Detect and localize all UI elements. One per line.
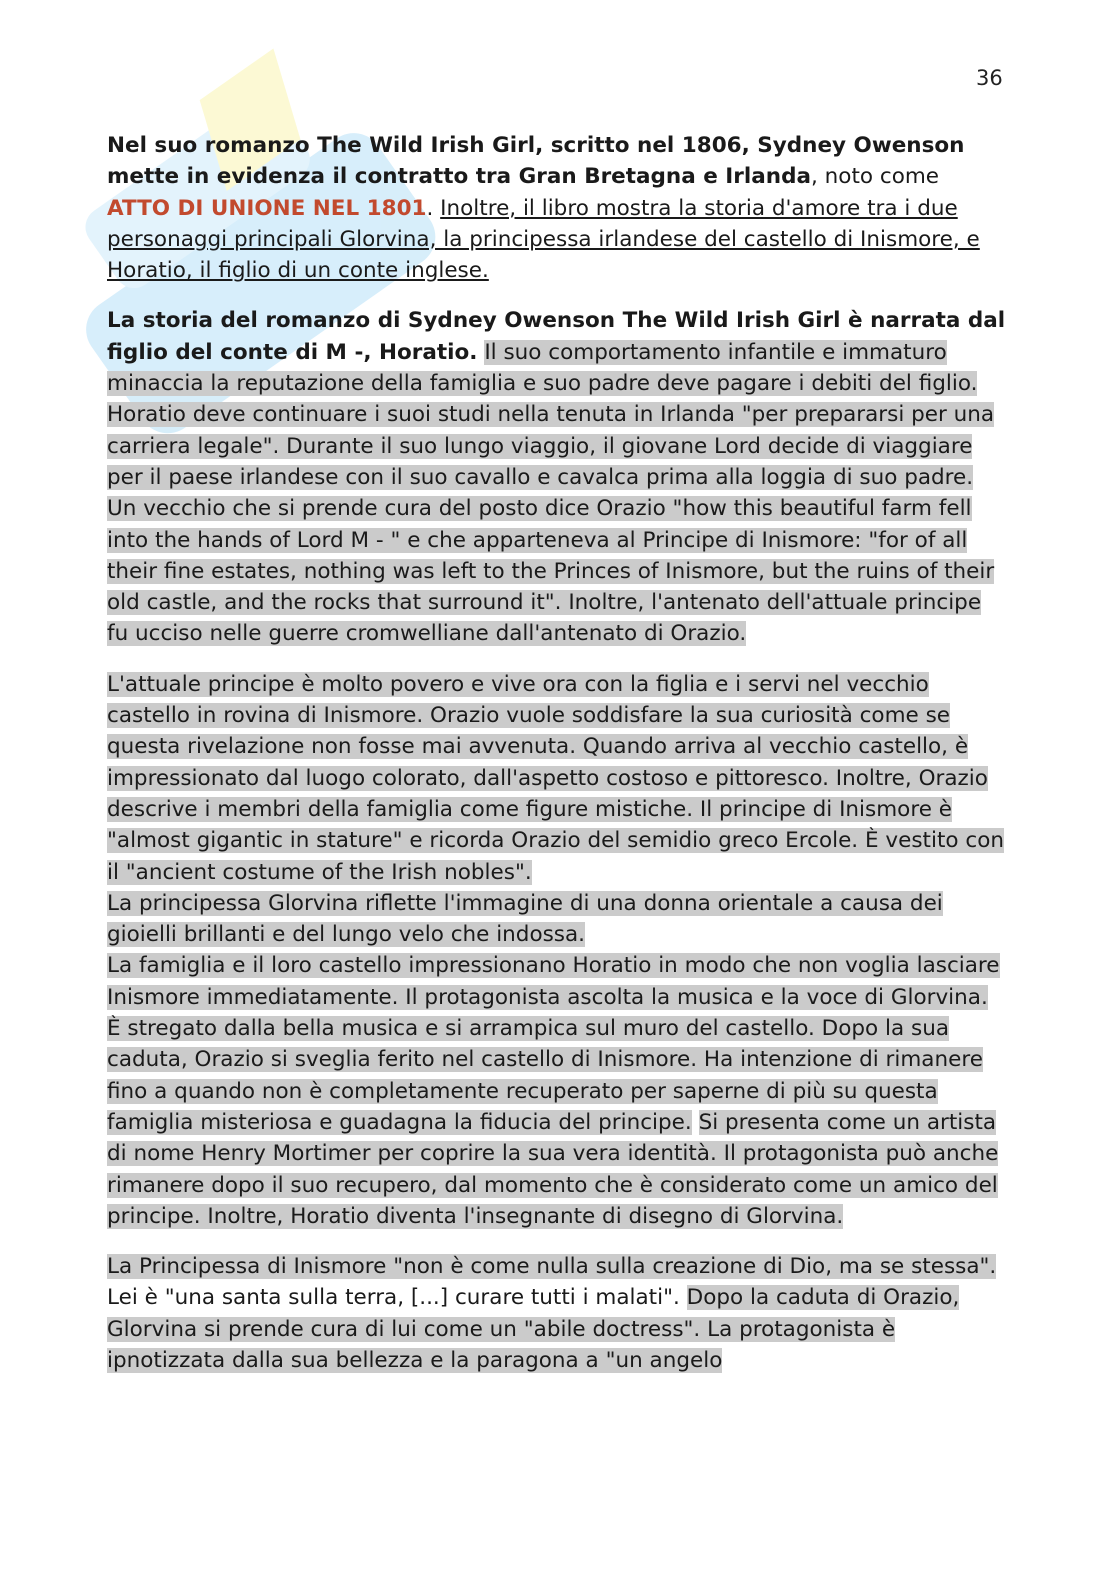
paragraph-glorvina	[107, 888, 1007, 951]
paragraph-plot	[107, 305, 1007, 649]
paragraph-castle	[107, 950, 1007, 1232]
intro-period: .	[426, 195, 441, 221]
intro-underlined-text: Inoltre, il libro mostra la storia d'amore tra i due personaggi principali Glorvina, la principessa irlandese del castello di Inismore, e Horatio, il figlio di un conte inglese.	[107, 195, 980, 284]
castle-text-1: La famiglia e il loro castello impressionano Horatio in modo che non voglia lasciare Inismore immediatamente. Il protagonista ascolta la musica e la voce di Glorvina. È stregato dalla bella musica e si arrampica sul muro del castello. Dopo la sua caduta, Orazio si sveglia ferito nel castello di Inismore. Ha intenzione di rimanere fino a quando non è completamente recuperato per saperne di più su questa famiglia misteriosa e guadagna la fiducia del principe.	[107, 953, 1000, 1135]
princess-text-2: Lei è "una santa sulla terra, [...] curare tutti i malati".	[107, 1285, 680, 1311]
glorvina-text: La principessa Glorvina riflette l'immagine di una donna orientale a causa dei gioielli brillanti e del lungo velo che indossa.	[107, 890, 943, 948]
princess-text-3: Dopo la caduta di Orazio, Glorvina si prende cura di lui come un "abile doctress". La protagonista è ipnotizzata dalla sua bellezza e la paragona a "un angelo	[107, 1285, 960, 1373]
paragraph-prince	[107, 669, 1007, 888]
paragraph-intro	[107, 130, 1007, 286]
page-number: 36	[976, 66, 1003, 90]
intro-bold-text: Nel suo romanzo The Wild Irish Girl, scritto nel 1806, Sydney Owenson mette in evidenza il contratto tra Gran Bretagna e Irlanda	[107, 133, 965, 190]
prince-text: L'attuale principe è molto povero e vive ora con la figlia e i servi nel vecchio castello in rovina di Inismore. Orazio vuole soddisfare la sua curiosità come se questa rivelazione non fosse mai avvenuta. Quando arriva al vecchio castello, è impressionato dal luogo colorato, dall'aspetto costoso e pittoresco. Inoltre, Orazio descrive i membri della famiglia come figure mistiche. Il principe di Inismore è "almost gigantic in stature" e ricorda Orazio del semidio greco Ercole. È vestito con il "ancient costume of the Irish nobles".	[107, 671, 1004, 885]
document-body	[107, 130, 1007, 1395]
plot-highlight-2: Un vecchio che si prende cura del posto dice Orazio "how this beautiful farm fell into the hands of Lord M - " e che apparteneva al Principe di Inismore: "for of all their fine estates, nothing was left to the Princes of Inismore, but the ruins of their old castle, and the rocks that surround it". Inoltre, l'antenato dell'attuale principe fu ucciso nelle guerre cromwelliane dall'antenato di Orazio.	[107, 496, 995, 647]
intro-connector: , noto come	[811, 164, 940, 190]
princess-text-1: La Principessa di Inismore "non è come nulla sulla creazione di Dio, ma se stessa".	[107, 1254, 997, 1280]
castle-text-2: Si presenta come un artista di nome Henry Mortimer per coprire la sua vera identità. Il protagonista può anche rimanere dopo il suo recupero, dal momento che è considerato come un amico del principe. Inoltre, Horatio diventa l'insegnante di disegno di Glorvina.	[107, 1109, 999, 1229]
plot-highlight-1: Il suo comportamento infantile e immaturo minaccia la reputazione della famiglia e suo padre deve pagare i debiti del figlio. Horatio deve continuare i suoi studi nella tenuta in Irlanda "per prepararsi per una carriera legale". Durante il suo lungo viaggio, il giovane Lord decide di viaggiare per il paese irlandese con il suo cavallo e cavalca prima alla loggia di suo padre.	[107, 339, 995, 490]
plot-bold-text: La storia del romanzo di Sydney Owenson The Wild Irish Girl è narrata dal figlio del conte di M -, Horatio.	[107, 308, 1006, 365]
paragraph-princess	[107, 1251, 1007, 1376]
act-of-union-highlight: ATTO DI UNIONE NEL 1801	[107, 195, 427, 221]
